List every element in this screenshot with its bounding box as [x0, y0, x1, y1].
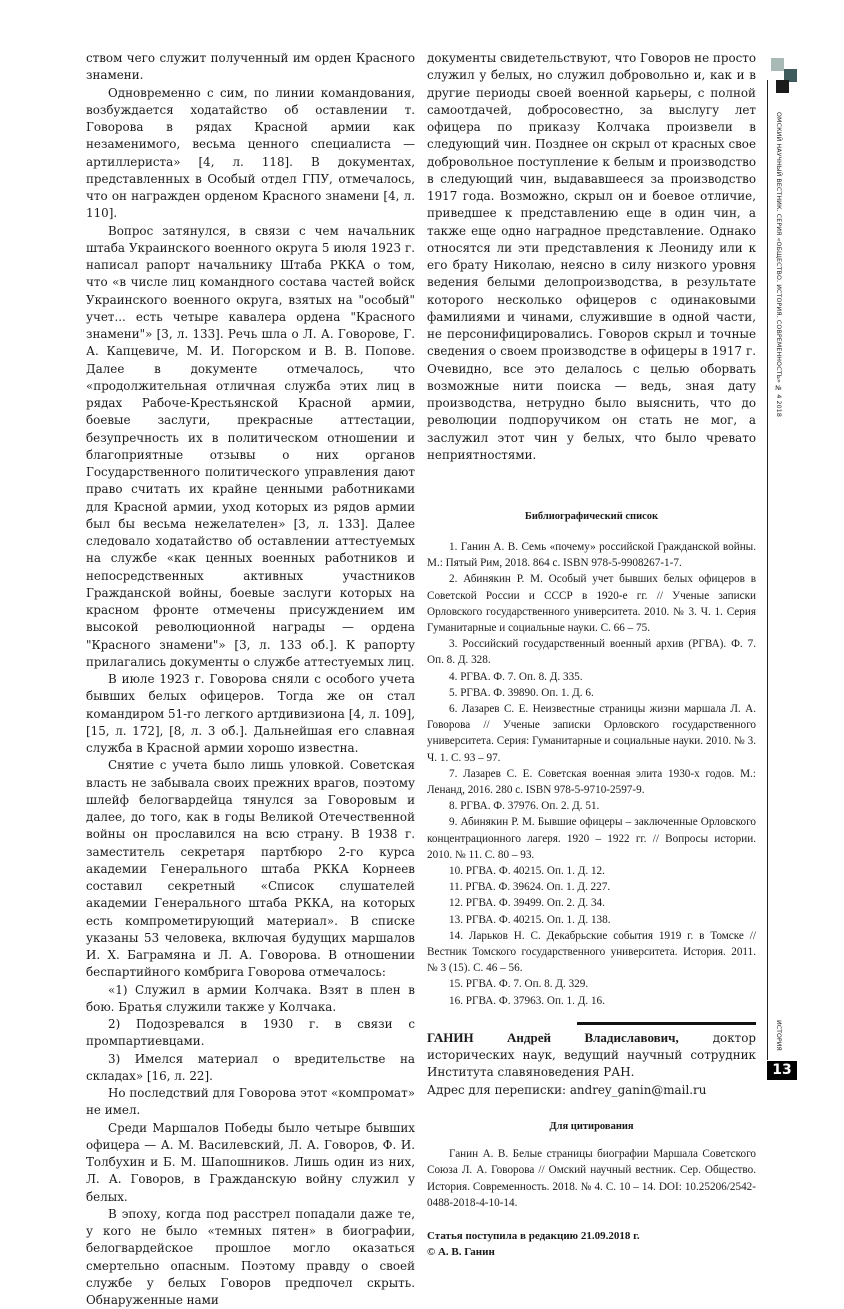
- body-paragraph: Вопрос затянулся, в связи с чем начальник штаба Украинского военного округа 5 июля 1923 г. написал рапорт начальнику Штаба РККА о том, что «в числе лиц командного состава частей войск Украинского военного округа, взятых на "особый" учет... есть четыре кавалера ордена "Красного знамени"» [3, л. 133]. Речь шла о Л. А. Говорове, Г. А. Капцевиче, М. И. Погорском и В. В. Попове. Далее в документе отмечалось, что «продолжительная отличная служба этих лиц в рядах Рабоче-Крестьянской Красной армии, боевые заслуги, прекрасные аттестации, безупречность их в политическом отношении и благоприятные отзывы о них органов Государственного политического управления дают право считать их крайне ценными работниками для Красной армии, уход которых из рядов армии был бы весьма нежелателен» [3, л. 133]. Далее следовало ходатайство об оставлении аттестуемых на службе «как ценных военных работников и непосредственных активных участников Гражданской войны, боевые заслуги которых на красном фронте отмечены присуждением им высокой революционной награды — ордена "Красного знамени"» [3, л. 133 об.]. К рапорту прилагались документы о службе аттестуемых лиц.: [86, 223, 415, 669]
- body-paragraph: В эпоху, когда под расстрел попадали даже те, у кого не было «темных пятен» в биографии, белогвардейское прошлое могло оказаться смертельно опасным. Поэтому правду о своей службе у белых Говоров предпочел скрыть. Обнаруженные нами: [86, 1206, 415, 1307]
- bibliography-heading: Библиографический список: [524, 511, 659, 522]
- body-paragraph: ством чего служит полученный им орден Красного знамени.: [86, 51, 415, 83]
- bibliography-item: 13. РГВА. Ф. 40215. Оп. 1. Д. 138.: [449, 913, 611, 926]
- bibliography-item: 11. РГВА. Ф. 39624. Оп. 1. Д. 227.: [449, 881, 611, 894]
- bibliography-item: 10. РГВА. Ф. 40215. Оп. 1. Д. 12.: [449, 865, 605, 878]
- page-number: 13: [767, 1061, 797, 1080]
- citation-heading: Для цитирования: [549, 1120, 634, 1132]
- journal-title-vertical: ОМСКИЙ НАУЧНЫЙ ВЕСТНИК. СЕРИЯ «ОБЩЕСТВО. ИСТОРИЯ. СОВРЕМЕННОСТЬ» № 4 2018: [775, 112, 782, 417]
- author-name: ГАНИН Андрей Владиславович,: [427, 1029, 679, 1045]
- right-body-paragraph: документы свидетельствуют, что Говоров не просто служил у белых, но служил добровольно и, как и в другие периоды своей военной карьеры, с полной самоотдачей, добросовестно, за выслугу лет офицера по приказу Колчака произвели в следующий чин. Позднее он скрыл от красных свое добровольное поступление к белым и производство в следующий чин, выдававшееся за производство 1917 года. Возможно, скрыл он и боевое отличие, приведшее к представлению еще в один чин, а также еще одно наградное представление. Однако относятся ли эти представления к Леониду или к его брату Николаю, неясно в силу низкого уровня ведения белыми делопроизводства, в результате которого несколько офицеров с одинаковыми фамилиями и чинами, служившие в одной части, не персонифицировались. Говоров скрыл и точные сведения о своем производстве в офицеры в 1917 г. Очевидно, все это делалось с целью оборвать возможные нити поиска — ведь, зная дату производства, нетрудно было выяснить, что до революции подпоручиком он стать не мог, а заслужил этот чин у белых, что было чревато неприятностями.: [427, 51, 756, 462]
- logo-square-dark: [776, 80, 789, 93]
- bibliography-item: 4. РГВА. Ф. 7. Оп. 8. Д. 335.: [449, 670, 583, 683]
- bibliography-item: 8. РГВА. Ф. 37976. Оп. 2. Д. 51.: [449, 800, 600, 813]
- received-date: Статья поступила в редакцию 21.09.2018 г.: [427, 1229, 640, 1242]
- bibliography-item: 7. Лазарев С. Е. Советская военная элита 1930-х годов. М.: Ленанд, 2016. 280 с. ISBN 978-5-9710-2597-9.: [427, 767, 756, 797]
- bibliography-item: 9. Абинякин Р. М. Бывшие офицеры – заключенные Орловского концентрационного лагеря. 1920 – 1922 гг. // Вопросы истории. 2010. № 11. С. 80 – 93.: [427, 816, 756, 861]
- body-paragraph: Среди Маршалов Победы было четыре бывших офицера — А. М. Василевский, Л. А. Говоров, Ф. И. Толбухин и Б. М. Шапошников. Лишь один из них, Л. А. Говоров, в Гражданскую войну служил у белых.: [86, 1120, 415, 1204]
- author-description: доктор исторических наук, ведущий научный сотрудник Института славяноведения РАН.: [427, 1030, 756, 1080]
- bibliography-item: 2. Абинякин Р. М. Особый учет бывших белых офицеров в Советской России и СССР в 1920-е гг. // Ученые записки Орловского государственного университета. 2010. № 3. Ч. 1. Серия Гуманитарные и социальные науки. С. 66 – 75.: [427, 573, 756, 635]
- bibliography-item: 1. Ганин А. В. Семь «почему» российской Гражданской войны. М.: Пятый Рим, 2018. 864 с. ISBN 978-5-9908267-1-7.: [427, 541, 756, 570]
- bibliography-item: 5. РГВА. Ф. 39890. Оп. 1. Д. 6.: [449, 686, 594, 699]
- bibliography-item: 12. РГВА. Ф. 39499. Оп. 2. Д. 34.: [449, 897, 605, 910]
- body-paragraph: Одновременно с сим, по линии командования, возбуждается ходатайство об оставлении т. Говорова в рядах Красной армии как незаменимого, весьма ценного специалиста — артиллериста» [4, л. 118]. В документах, представленных в Особый отдел ГПУ, отмечалось, что он награжден орденом Красного знамени [4, л. 110].: [86, 85, 415, 221]
- bibliography-item: 15. РГВА. Ф. 7. Оп. 8. Д. 329.: [449, 978, 589, 991]
- right-column: [427, 50, 756, 1260]
- bibliography-item: 6. Лазарев С. Е. Неизвестные страницы жизни маршала Л. А. Говорова // Ученые записки Орловского государственного университета. Серия: Гуманитарные и социальные науки. 2010. № 3. Ч. 1. С. 93 – 97.: [427, 703, 756, 764]
- citation-text: Ганин А. В. Белые страницы биографии Маршала Советского Союза Л. А. Говорова // Омский научный вестник. Сер. Общество. История. Современность. 2018. № 4. С. 10 – 14. DOI: 10.25206/2542-0488-2018-4-10-14.: [427, 1147, 756, 1210]
- body-paragraph: В июле 1923 г. Говорова сняли с особого учета бывших белых офицеров. Тогда же он стал командиром 51-го легкого артдивизиона [4, л. 109], [15, л. 172], [8, л. 3 об.]. Дальнейшая его славная служба в Красной армии хорошо известна.: [86, 672, 415, 755]
- sidebar-rule: [767, 80, 768, 1060]
- logo-square-light: [771, 58, 784, 71]
- body-paragraph: Но последствий для Говорова этот «компромат» не имел.: [86, 1086, 415, 1118]
- bibliography-item: 16. РГВА. Ф. 37963. Оп. 1. Д. 16.: [449, 994, 605, 1007]
- author-address: Адрес для переписки: andrey_ganin@mail.ru: [427, 1082, 707, 1097]
- bibliography-item: 14. Ларьков Н. С. Декабрьские события 1919 г. в Томске // Вестник Томского государственного университета. История. 2011. № 3 (15). С. 46 – 56.: [427, 929, 756, 975]
- bibliography-list: [427, 539, 756, 1009]
- author-info: [427, 1029, 756, 1082]
- section-label-vertical: ИСТОРИЯ: [775, 1020, 782, 1051]
- body-paragraph: 3) Имелся материал о вредительстве на складах» [16, л. 22].: [86, 1051, 415, 1083]
- left-column: [86, 50, 415, 1309]
- bibliography-item: 3. Российский государственный военный архив (РГВА). Ф. 7. Оп. 8. Д. 328.: [427, 638, 756, 667]
- body-paragraph: Снятие с учета было лишь уловкой. Советская власть не забывала своих прежних врагов, поэтому шлейф белогвардейца тянулся за Говоровым и далее, до того, как в годы Великой Отечественной войны он прославился на всю страну. В 1938 г. заместитель секретаря партбюро 2-го курса академии Генерального штаба РККА Корнеев составил секретный «Список слушателей академии Генерального штаба РККА, на которых есть компрометирующий материал». В списке указаны 53 человека, включая будущих маршалов И. Х. Баграмяна и Л. А. Говорова. В отношении беспартийного комбрига Говорова отмечалось:: [86, 758, 415, 980]
- body-paragraph: 2) Подозревался в 1930 г. в связи с промпартиевцами.: [86, 1017, 415, 1049]
- copyright: © А. В. Ганин: [427, 1245, 495, 1258]
- body-paragraph: «1) Служил в армии Колчака. Взят в плен в бою. Братья служили также у Колчака.: [86, 982, 415, 1014]
